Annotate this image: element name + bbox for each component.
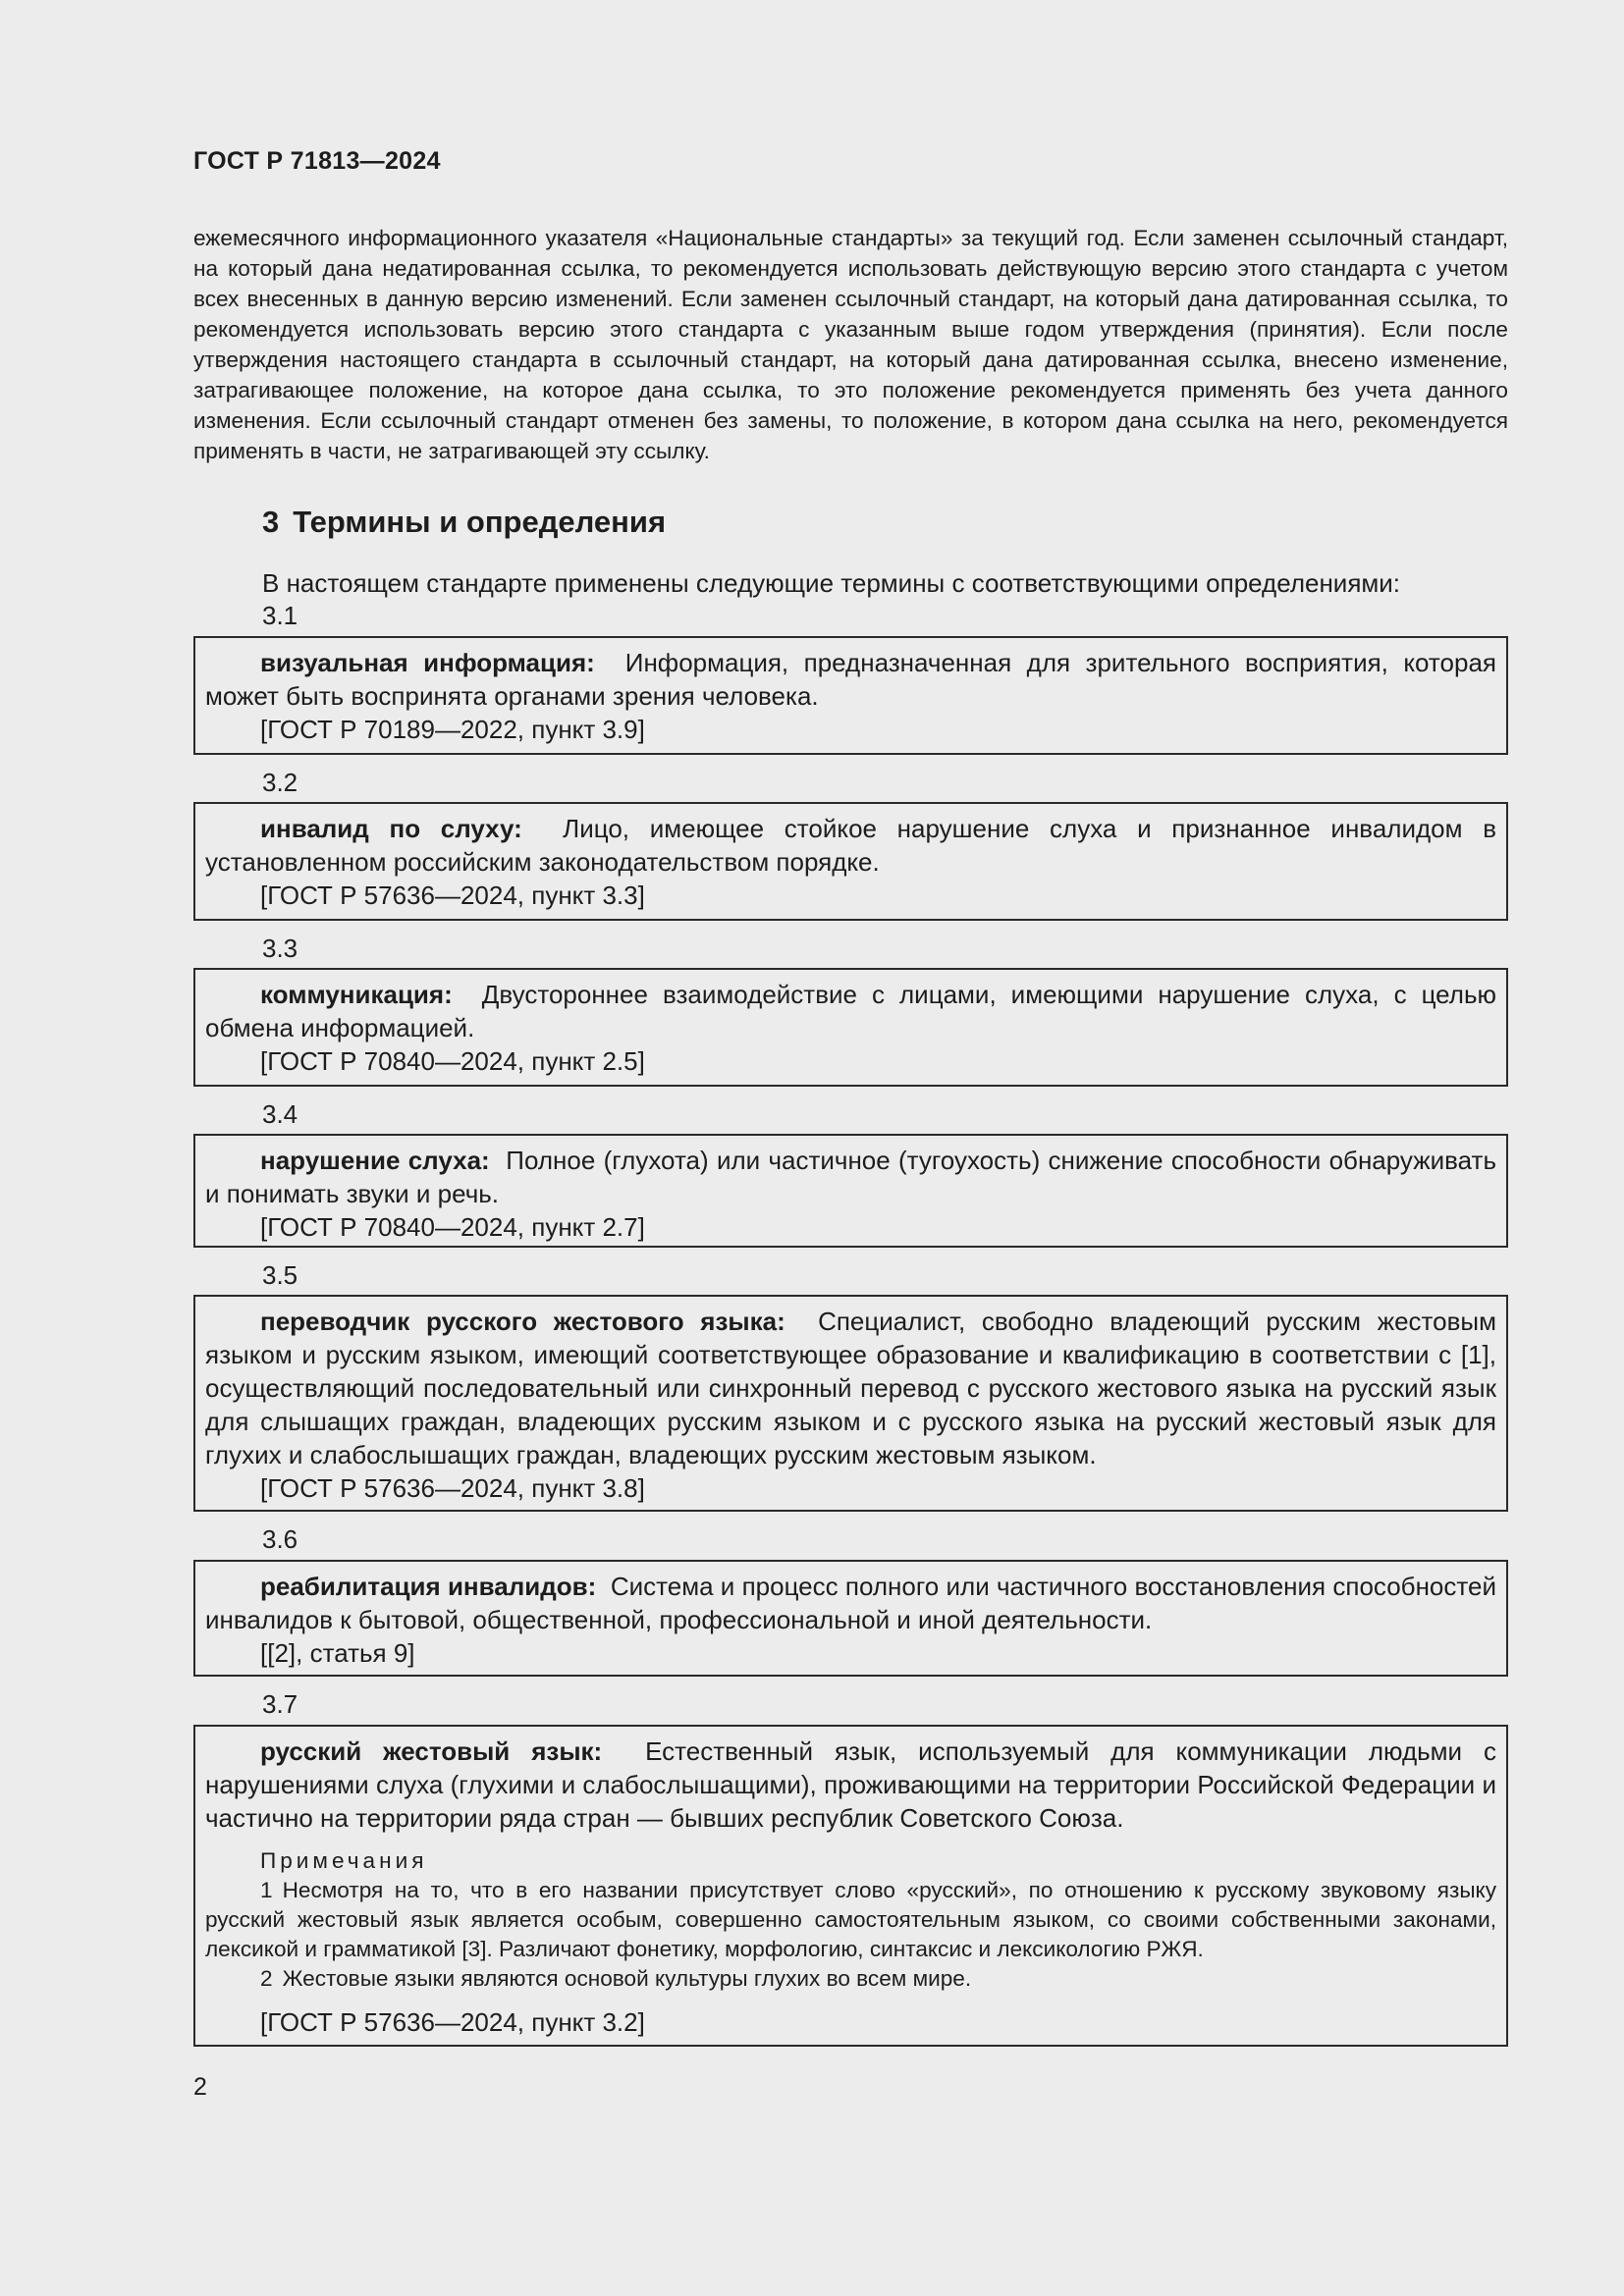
term-definition [205,978,1496,1044]
term-box [193,802,1508,921]
term-definition [205,1144,1496,1210]
note-number: 2 [260,1966,273,1991]
term-name: реабилитация инвалидов: [260,1572,597,1601]
term-source: [ГОСТ Р 70189—2022, пункт 3.9] [260,715,645,744]
term-number: 3.7 [262,1689,298,1719]
term-source: [ГОСТ Р 70840—2024, пункт 2.7] [260,1212,645,1242]
section-number: 3 [262,505,280,539]
intro-paragraph: ежемесячного информационного указателя «Национальные стандарты» за текущий год. Если заменен ссылочный стандарт, на который дана недатированная ссылка, то рекомендуется использовать действующую версию этого стандарта с учетом всех внесенных в данную версию изменений. Если заменен ссылочный стандарт, на который дана датированная ссылка, то рекомендуется использовать версию этого стандарта с указанным выше годом утверждения (принятия). Если после утверждения настоящего стандарта в ссылочный стандарт, на который дана датированная ссылка, внесено изменение, затрагивающее положение, на которое дана ссылка, то это положение рекомендуется применять без учета данного изменения. Если ссылочный стандарт отменен без замены, то положение, в котором дана ссылка на него, рекомендуется применять в части, не затрагивающей эту ссылку. [193,226,1508,463]
term-number: 3.1 [262,601,298,630]
term-box [193,636,1508,755]
note-number: 1 [260,1878,273,1902]
term-definition [205,1735,1496,1835]
term-number: 3.4 [262,1099,298,1129]
term-source: [ГОСТ Р 57636—2024, пункт 3.8] [260,1473,645,1503]
notes-title: Примечания [260,1848,428,1873]
term-source: [ГОСТ Р 70840—2024, пункт 2.5] [260,1046,645,1076]
term-definition [205,812,1496,879]
term-name: инвалид по слуху: [260,814,522,843]
term-text: Лицо, имеющее стойкое нарушение слуха и признанное инвалидом в установленном российским законодательством порядке. [205,814,1497,877]
term-source: [ГОСТ Р 57636—2024, пункт 3.2] [260,2007,645,2037]
term-number: 3.3 [262,934,298,963]
term-name: русский жестовый язык: [260,1736,603,1766]
document-id-header: ГОСТ Р 71813—2024 [193,147,441,175]
term-name: переводчик русского жестового языка: [260,1307,785,1336]
term-text: Двустороннее взаимодействие с лицами, имеющими нарушение слуха, с целью обмена информацией. [205,980,1496,1042]
term-name: визуальная информация: [260,648,595,677]
term-number: 3.6 [262,1524,298,1554]
term-text: Система и процесс полного или частичного восстановления способностей инвалидов к бытовой, общественной, профессиональной и иной деятельности. [205,1572,1496,1634]
term-definition [205,1305,1496,1471]
term-notes [205,1846,1496,1994]
term-name: коммуникация: [260,980,453,1009]
section-heading [262,505,666,540]
note-text: Несмотря на то, что в его названии присутствует слово «русский», по отношению к русскому звуковому языку русский жестовый язык является особым, совершенно самостоятельным языком, со своими собственными законами, лексикой и грамматикой [3]. Различают фонетику, морфологию, синтаксис и лексикологию РЖЯ. [205,1878,1496,1961]
term-number: 3.2 [262,768,298,797]
page-number: 2 [193,2073,207,2101]
term-definition [205,646,1496,713]
term-source: [ГОСТ Р 57636—2024, пункт 3.3] [260,881,645,910]
term-definition [205,1570,1496,1636]
note-text: Жестовые языки являются основой культуры глухих во всем мире. [282,1966,972,1991]
term-text: Полное (глухота) или частичное (тугоухость) снижение способности обнаруживать и понимать звуки и речь. [205,1146,1497,1208]
term-text: Специалист, свободно владеющий русским жестовым языком и русским языком, имеющий соответствующее образование и квалификацию в соответствии с [1], осуществляющий последовательный или синхронный перевод с русского жестового языка на русский язык для слышащих граждан, владеющих русским языком и с русского языка на русский жестовый язык для глухих и слабослышащих граждан, владеющих русским жестовым языком. [205,1307,1496,1469]
term-text: Естественный язык, используемый для коммуникации людьми с нарушениями слуха (глухими и слабослышащими), проживающими на территории Российской Федерации и частично на территории ряда стран — бывших республик Советского Союза. [205,1736,1497,1833]
term-box [193,1725,1508,2047]
section-title: Термины и определения [293,505,667,539]
term-box [193,1560,1508,1677]
term-number: 3.5 [262,1260,298,1290]
term-box [193,1134,1508,1248]
term-box [193,1295,1508,1512]
note-item [205,1876,1496,1964]
term-text: Информация, предназначенная для зрительного восприятия, которая может быть воспринята органами зрения человека. [205,648,1497,711]
note-item [205,1964,1496,1994]
term-name: нарушение слуха: [260,1146,490,1175]
section-lead: В настоящем стандарте применены следующие термины с соответствующими определениями: [262,568,1401,598]
term-box [193,968,1508,1087]
term-source: [[2], статья 9] [260,1638,415,1668]
